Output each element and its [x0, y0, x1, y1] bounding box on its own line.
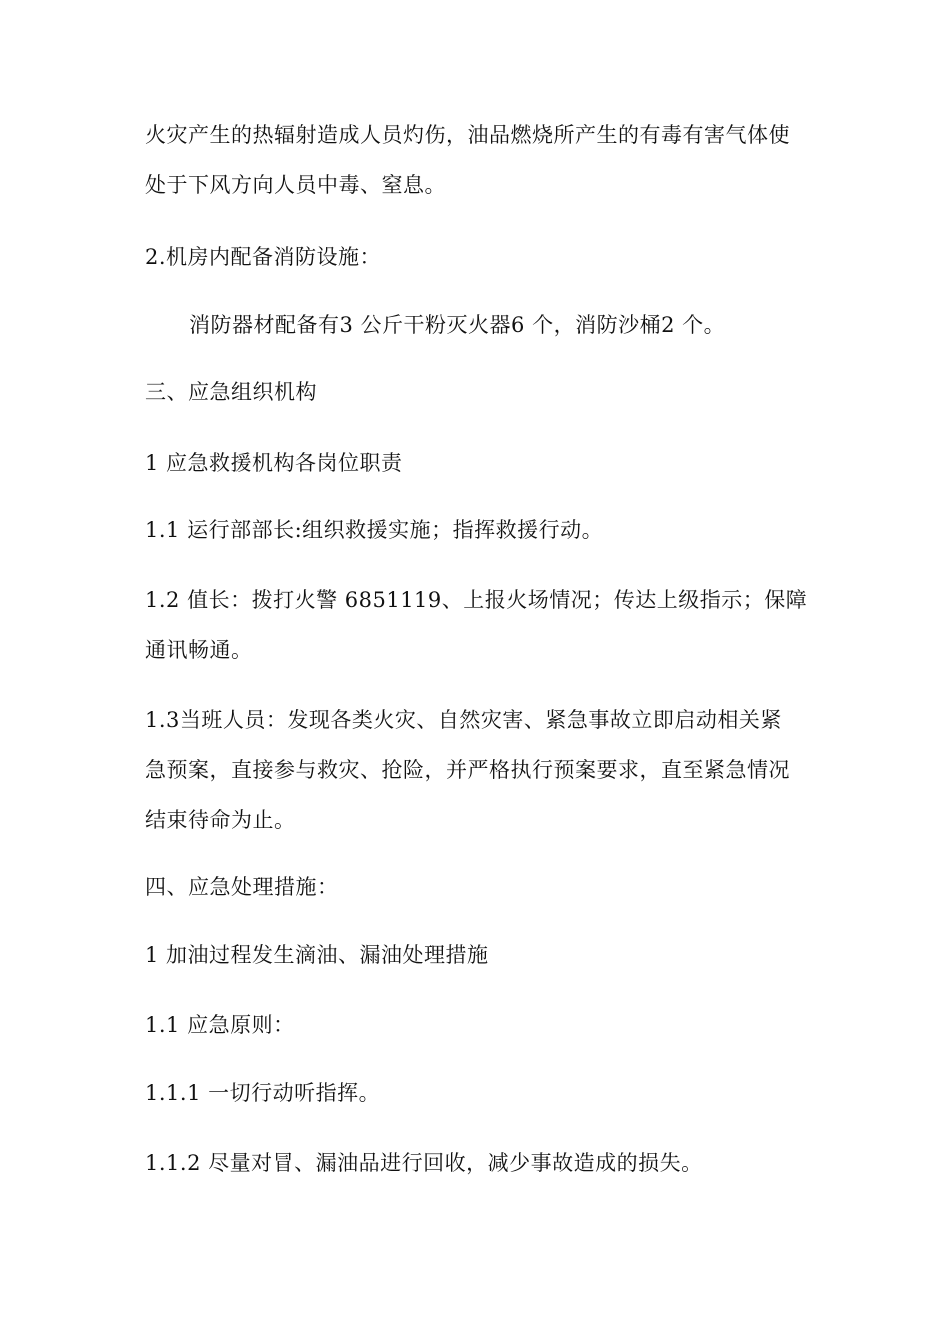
text-line: 1.1 运行部部长:组织救援实施；指挥救援行动。 — [145, 518, 604, 542]
text-line: 结束待命为止。 — [145, 808, 296, 832]
text-line: 处于下风方向人员中毒、窒息。 — [145, 173, 446, 197]
text-line: 1.1 应急原则： — [145, 1013, 295, 1037]
text-line: 通讯畅通。 — [145, 638, 253, 662]
text-line: 急预案，直接参与救灾、抢险，并严格执行预案要求，直至紧急情况 — [145, 758, 790, 782]
text-line: 1.3当班人员：发现各类火灾、自然灾害、紧急事故立即启动相关紧 — [145, 708, 782, 732]
text-line: 消防器材配备有3 公斤干粉灭火器6 个，消防沙桶2 个。 — [189, 313, 726, 337]
text-line: 1.2 值长：拨打火警 6851119、上报火场情况；传达上级指示；保障 — [145, 588, 808, 612]
subsection-heading: 1 加油过程发生滴油、漏油处理措施 — [145, 943, 489, 967]
section-heading: 三、应急组织机构 — [145, 380, 317, 404]
text-line: 1.1.1 一切行动听指挥。 — [145, 1081, 381, 1105]
section-line: 2.机房内配备消防设施： — [145, 245, 382, 269]
section-heading: 四、应急处理措施： — [145, 875, 339, 899]
text-line: 火灾产生的热辐射造成人员灼伤，油品燃烧所产生的有毒有害气体使 — [145, 123, 790, 147]
subsection-heading: 1 应急救援机构各岗位职责 — [145, 451, 403, 475]
text-line: 1.1.2 尽量对冒、漏油品进行回收，减少事故造成的损失。 — [145, 1151, 703, 1175]
